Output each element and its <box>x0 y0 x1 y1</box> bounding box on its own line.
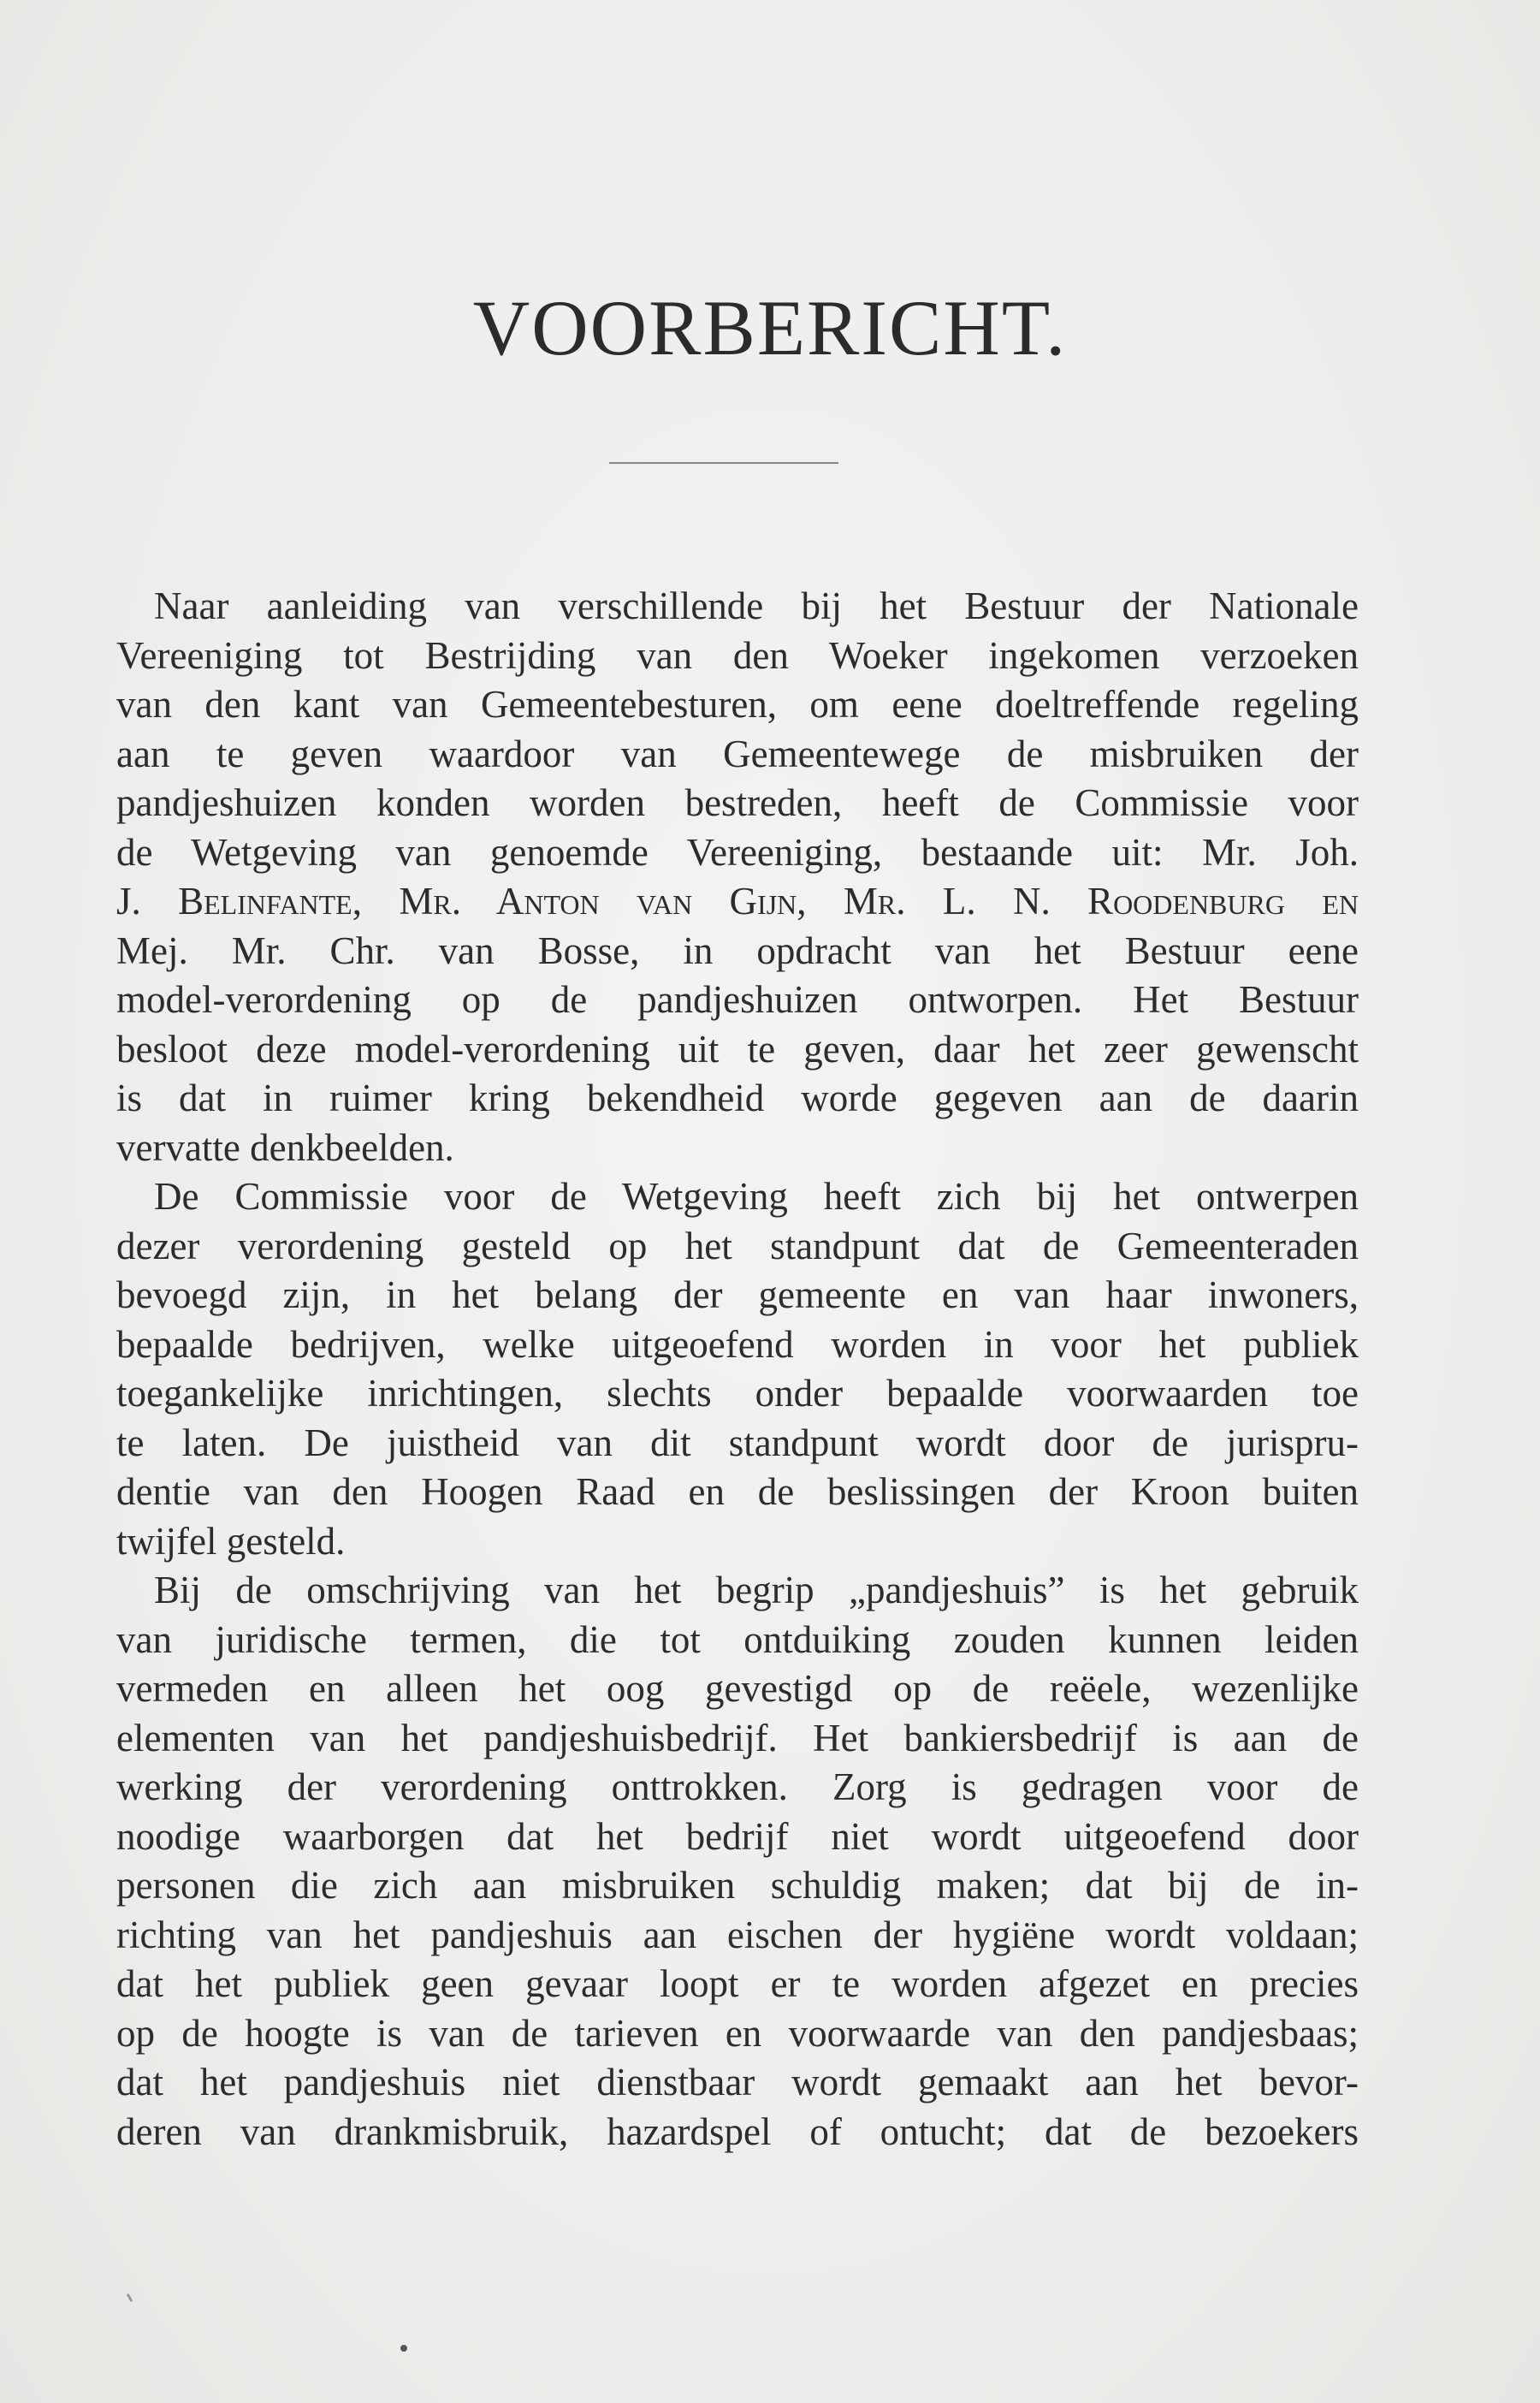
text-line: dat het pandjeshuis niet dienstbaar wordt gemaakt aan het bevor- <box>116 2061 1359 2103</box>
paragraph-3 <box>116 1566 1359 2157</box>
text-line: Naar aanleiding van verschillende bij het Bestuur der Nationale <box>154 584 1359 627</box>
text-line: werking der verordening onttrokken. Zorg is gedragen voor de <box>116 1765 1359 1808</box>
text-line: van den kant van Gemeentebesturen, om eene doeltreffende regeling <box>116 683 1359 726</box>
text-line: model-verordening op de pandjeshuizen ontworpen. Het Bestuur <box>116 978 1359 1021</box>
text-line: Vereeniging tot Bestrijding van den Woeker ingekomen verzoeken <box>116 633 1359 677</box>
text-line: dentie van den Hoogen Raad en de beslissingen der Kroon buiten <box>116 1470 1359 1513</box>
text-line: van juridische termen, die tot ontduiking zouden kunnen leiden <box>116 1617 1359 1661</box>
text-line: besloot deze model-verordening uit te geven, daar het zeer gewenscht <box>116 1027 1359 1071</box>
text-line: aan te geven waardoor van Gemeentewege de misbruiken der <box>116 732 1359 775</box>
scan-speck <box>127 2293 133 2302</box>
text-line: toegankelijke inrichtingen, slechts onder bepaalde voorwaarden toe <box>116 1372 1359 1415</box>
paragraph-2 <box>116 1172 1359 1566</box>
text-line: elementen van het pandjeshuisbedrijf. Het bankiersbedrijf is aan de <box>116 1716 1359 1759</box>
text-line: bepaalde bedrijven, welke uitgeoefend worden in voor het publiek <box>116 1322 1359 1366</box>
text-line: vermeden en alleen het oog gevestigd op de reëele, wezenlijke <box>116 1667 1359 1710</box>
text-line: De Commissie voor de Wetgeving heeft zich bij het ontwerpen <box>154 1175 1359 1218</box>
text-line: Bij de omschrijving van het begrip „pandjeshuis” is het gebruik <box>154 1569 1359 1611</box>
text-line: op de hoogte is van de tarieven en voorwaarde van den pandjesbaas; <box>116 2011 1359 2055</box>
body-text <box>116 582 1359 2157</box>
text-line: de Wetgeving van genoemde Vereeniging, bestaande uit: Mr. Joh. <box>116 830 1359 874</box>
text-line: dat het publiek geen gevaar loopt er te worden afgezet en precies <box>116 1962 1359 2005</box>
paragraph-1 <box>116 582 1359 1172</box>
text-line: dezer verordening gesteld op het standpunt dat de Gemeenteraden <box>116 1224 1359 1267</box>
text-line: bevoegd zijn, in het belang der gemeente en van haar inwoners, <box>116 1273 1359 1316</box>
title-divider-rule <box>609 462 838 464</box>
text-line: deren van drankmisbruik, hazardspel of ontucht; dat de bezoekers <box>116 2109 1359 2153</box>
text-line: vervatte denkbeelden. <box>116 1125 454 1169</box>
text-line: personen die zich aan misbruiken schuldig maken; dat bij de in- <box>116 1864 1359 1907</box>
text-line: Mej. Mr. Chr. van Bosse, in opdracht van het Bestuur eene <box>116 929 1359 972</box>
page-title: VOORBERICHT. <box>472 284 1068 371</box>
text-line-names: J. Belinfante, Mr. Anton van Gijn, Mr. L. N. Roodenburg en <box>116 880 1359 923</box>
scan-speck <box>400 2345 407 2352</box>
text-line: twijfel gesteld. <box>116 1519 346 1563</box>
text-line: is dat in ruimer kring bekendheid worde gegeven aan de daarin <box>116 1077 1359 1119</box>
text-line: noodige waarborgen dat het bedrijf niet wordt uitgeoefend door <box>116 1814 1359 1858</box>
text-line: richting van het pandjeshuis aan eischen der hygiëne wordt voldaan; <box>116 1913 1359 1956</box>
text-line: te laten. De juistheid van dit standpunt wordt door de jurispru- <box>116 1421 1359 1464</box>
text-line: pandjeshuizen konden worden bestreden, heeft de Commissie voor <box>116 781 1359 824</box>
